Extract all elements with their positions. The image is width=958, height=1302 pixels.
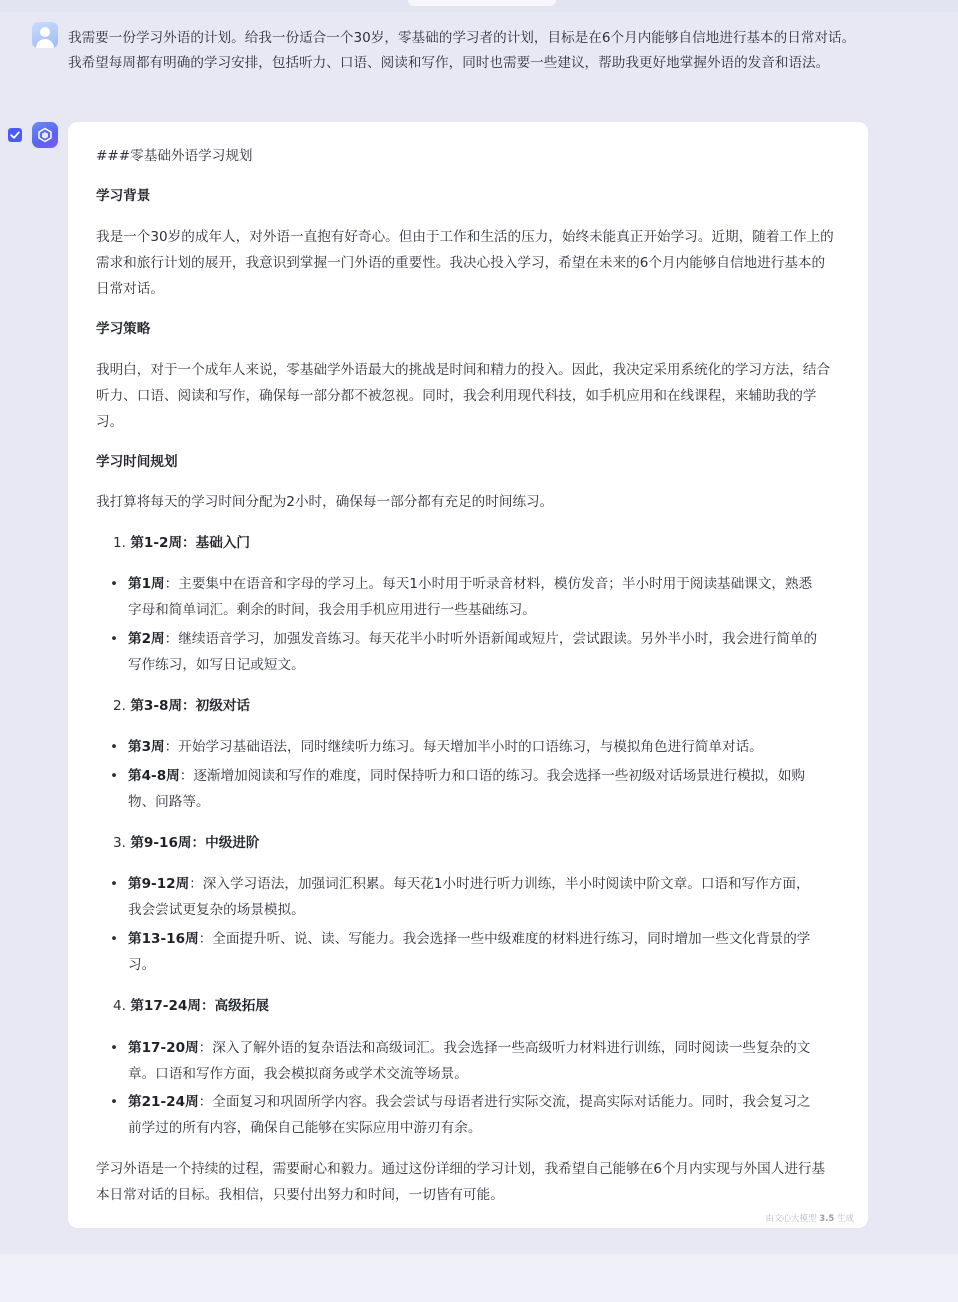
list-item-text: ：全面复习和巩固所学内容。我会尝试与母语者进行实际交流，提高实际对话能力。同时，我会复习之前学过的所有内容，确保自己能够在实际应用中游刃有余。 xyxy=(128,1094,811,1136)
list-item-text: ：继续语音学习，加强发音练习。每天花半小时听外语新闻或短片，尝试跟读。另外半小时，我会进行简单的写作练习，如写日记或短文。 xyxy=(128,631,818,673)
list-item-text: ：深入了解外语的复杂语法和高级词汇。我会选择一些高级听力材料进行训练，同时阅读一些复杂的文章。口语和写作方面，我会模拟商务或学术交流等场景。 xyxy=(128,1040,811,1082)
strategy-paragraph: 我明白，对于一个成年人来说，零基础学外语最大的挑战是时间和精力的投入。因此，我决定采用系统化的学习方法，结合听力、口语、阅读和写作，确保每一部分都不被忽视。同时，我会利用现代科技，如手机应用和在线课程，来辅助我的学习。 xyxy=(96,362,831,430)
list-item-bold: 第17-20周 xyxy=(128,1040,199,1056)
list-item: • 第9-12周：深入学习语法，加强词汇积累。每天花1小时进行听力训练，半小时阅读中阶文章。口语和写作方面，我会尝试更复杂的场景模拟。 xyxy=(110,876,810,918)
list-item-bold: 第2周 xyxy=(128,631,165,647)
list-item: • 第2周：继续语音学习，加强发音练习。每天花半小时听外语新闻或短片，尝试跟读。另外半小时，我会进行简单的写作练习，如写日记或短文。 xyxy=(110,631,818,673)
schedule-heading: 学习时间规划 xyxy=(96,454,178,470)
phase-number: 4. xyxy=(113,998,126,1014)
generated-by-note: 由文心大模型 3.5 生成 xyxy=(765,1214,854,1224)
list-item: • 第17-20周：深入了解外语的复杂语法和高级词汇。我会选择一些高级听力材料进行训练，同时阅读一些复杂的文章。口语和写作方面，我会模拟商务或学术交流等场景。 xyxy=(110,1040,811,1082)
answer-card xyxy=(68,122,868,1228)
phase-2-title xyxy=(113,696,250,716)
list-item-text: ：开始学习基础语法，同时继续听力练习。每天增加半小时的口语练习，与模拟角色进行简单对话。 xyxy=(164,739,763,755)
user-message-text: 我需要一份学习外语的计划。给我一份适合一个30岁，零基础的学习者的计划，目标是在6个月内能够自信地进行基本的日常对话。我希望每周都有明确的学习安排，包括听力、口语、阅读和写作，同时也需要一些建议，帮助我更好地掌握外语的发音和语法。 xyxy=(68,30,856,71)
bottom-area xyxy=(0,1254,958,1302)
phase-1-title xyxy=(113,533,250,553)
phase-label: 第3-8周：初级对话 xyxy=(130,698,251,714)
list-item-text: ：全面提升听、说、读、写能力。我会选择一些中级难度的材料进行练习，同时增加一些文化背景的学习。 xyxy=(128,931,811,973)
list-item: • 第3周：开始学习基础语法，同时继续听力练习。每天增加半小时的口语练习，与模拟角色进行简单对话。 xyxy=(110,739,763,755)
list-item-bold: 第9-12周 xyxy=(128,876,190,892)
list-item: • 第1周：主要集中在语音和字母的学习上。每天1小时用于听录音材料，模仿发音；半小时用于阅读基础课文，熟悉字母和简单词汇。剩余的时间，我会用手机应用进行一些基础练习。 xyxy=(110,576,813,618)
phase-3-title xyxy=(113,833,260,853)
user-avatar-icon xyxy=(32,22,58,48)
phase-label: 第9-16周：中级进阶 xyxy=(130,835,260,851)
phase-number: 1. xyxy=(113,535,126,551)
phase-number: 2. xyxy=(113,698,126,714)
background-paragraph: 我是一个30岁的成年人，对外语一直抱有好奇心。但由于工作和生活的压力，始终未能真正开始学习。近期，随着工作上的需求和旅行计划的展开，我意识到掌握一门外语的重要性。我决心投入学习，希望在未来的6个月内能够自信地进行基本的日常对话。 xyxy=(96,229,834,297)
closing-paragraph: 学习外语是一个持续的过程，需要耐心和毅力。通过这份详细的学习计划，我希望自己能够在6个月内实现与外国人进行基本日常对话的目标。我相信，只要付出努力和时间，一切皆有可能。 xyxy=(96,1161,826,1203)
strategy-heading: 学习策略 xyxy=(96,321,151,337)
list-item-bold: 第3周 xyxy=(128,739,165,755)
list-item: • 第13-16周：全面提升听、说、读、写能力。我会选择一些中级难度的材料进行练习，同时增加一些文化背景的学习。 xyxy=(110,931,811,973)
cube-logo-icon xyxy=(32,122,58,148)
list-item: • 第4-8周：逐渐增加阅读和写作的难度，同时保持听力和口语的练习。我会选择一些初级对话场景进行模拟，如购物、问路等。 xyxy=(110,768,806,810)
phase-number: 3. xyxy=(113,835,126,851)
list-item-text: ：逐渐增加阅读和写作的难度，同时保持听力和口语的练习。我会选择一些初级对话场景进行模拟，如购物、问路等。 xyxy=(128,768,806,810)
list-item-bold: 第4-8周 xyxy=(128,768,180,784)
list-item-bold: 第1周 xyxy=(128,576,165,592)
list-item-bold: 第13-16周 xyxy=(128,931,199,947)
background-heading: 学习背景 xyxy=(96,188,151,204)
list-item: • 第21-24周：全面复习和巩固所学内容。我会尝试与母语者进行实际交流，提高实际对话能力。同时，我会复习之前学过的所有内容，确保自己能够在实际应用中游刃有余。 xyxy=(110,1094,811,1136)
answer-title-line: ###零基础外语学习规划 xyxy=(96,148,253,164)
checkbox-checked-icon[interactable] xyxy=(8,128,22,142)
list-item-text: ：深入学习语法，加强词汇积累。每天花1小时进行听力训练，半小时阅读中阶文章。口语和写作方面，我会尝试更复杂的场景模拟。 xyxy=(128,876,810,918)
phase-label: 第1-2周：基础入门 xyxy=(130,535,251,551)
list-item-text: ：主要集中在语音和字母的学习上。每天1小时用于听录音材料，模仿发音；半小时用于阅读基础课文，熟悉字母和简单词汇。剩余的时间，我会用手机应用进行一些基础练习。 xyxy=(128,576,813,618)
top-tab-handle[interactable] xyxy=(408,0,556,6)
phase-label: 第17-24周：高级拓展 xyxy=(130,998,269,1014)
schedule-paragraph: 我打算将每天的学习时间分配为2小时，确保每一部分都有充足的时间练习。 xyxy=(96,494,554,510)
phase-4-title xyxy=(113,996,269,1016)
list-item-bold: 第21-24周 xyxy=(128,1094,199,1110)
